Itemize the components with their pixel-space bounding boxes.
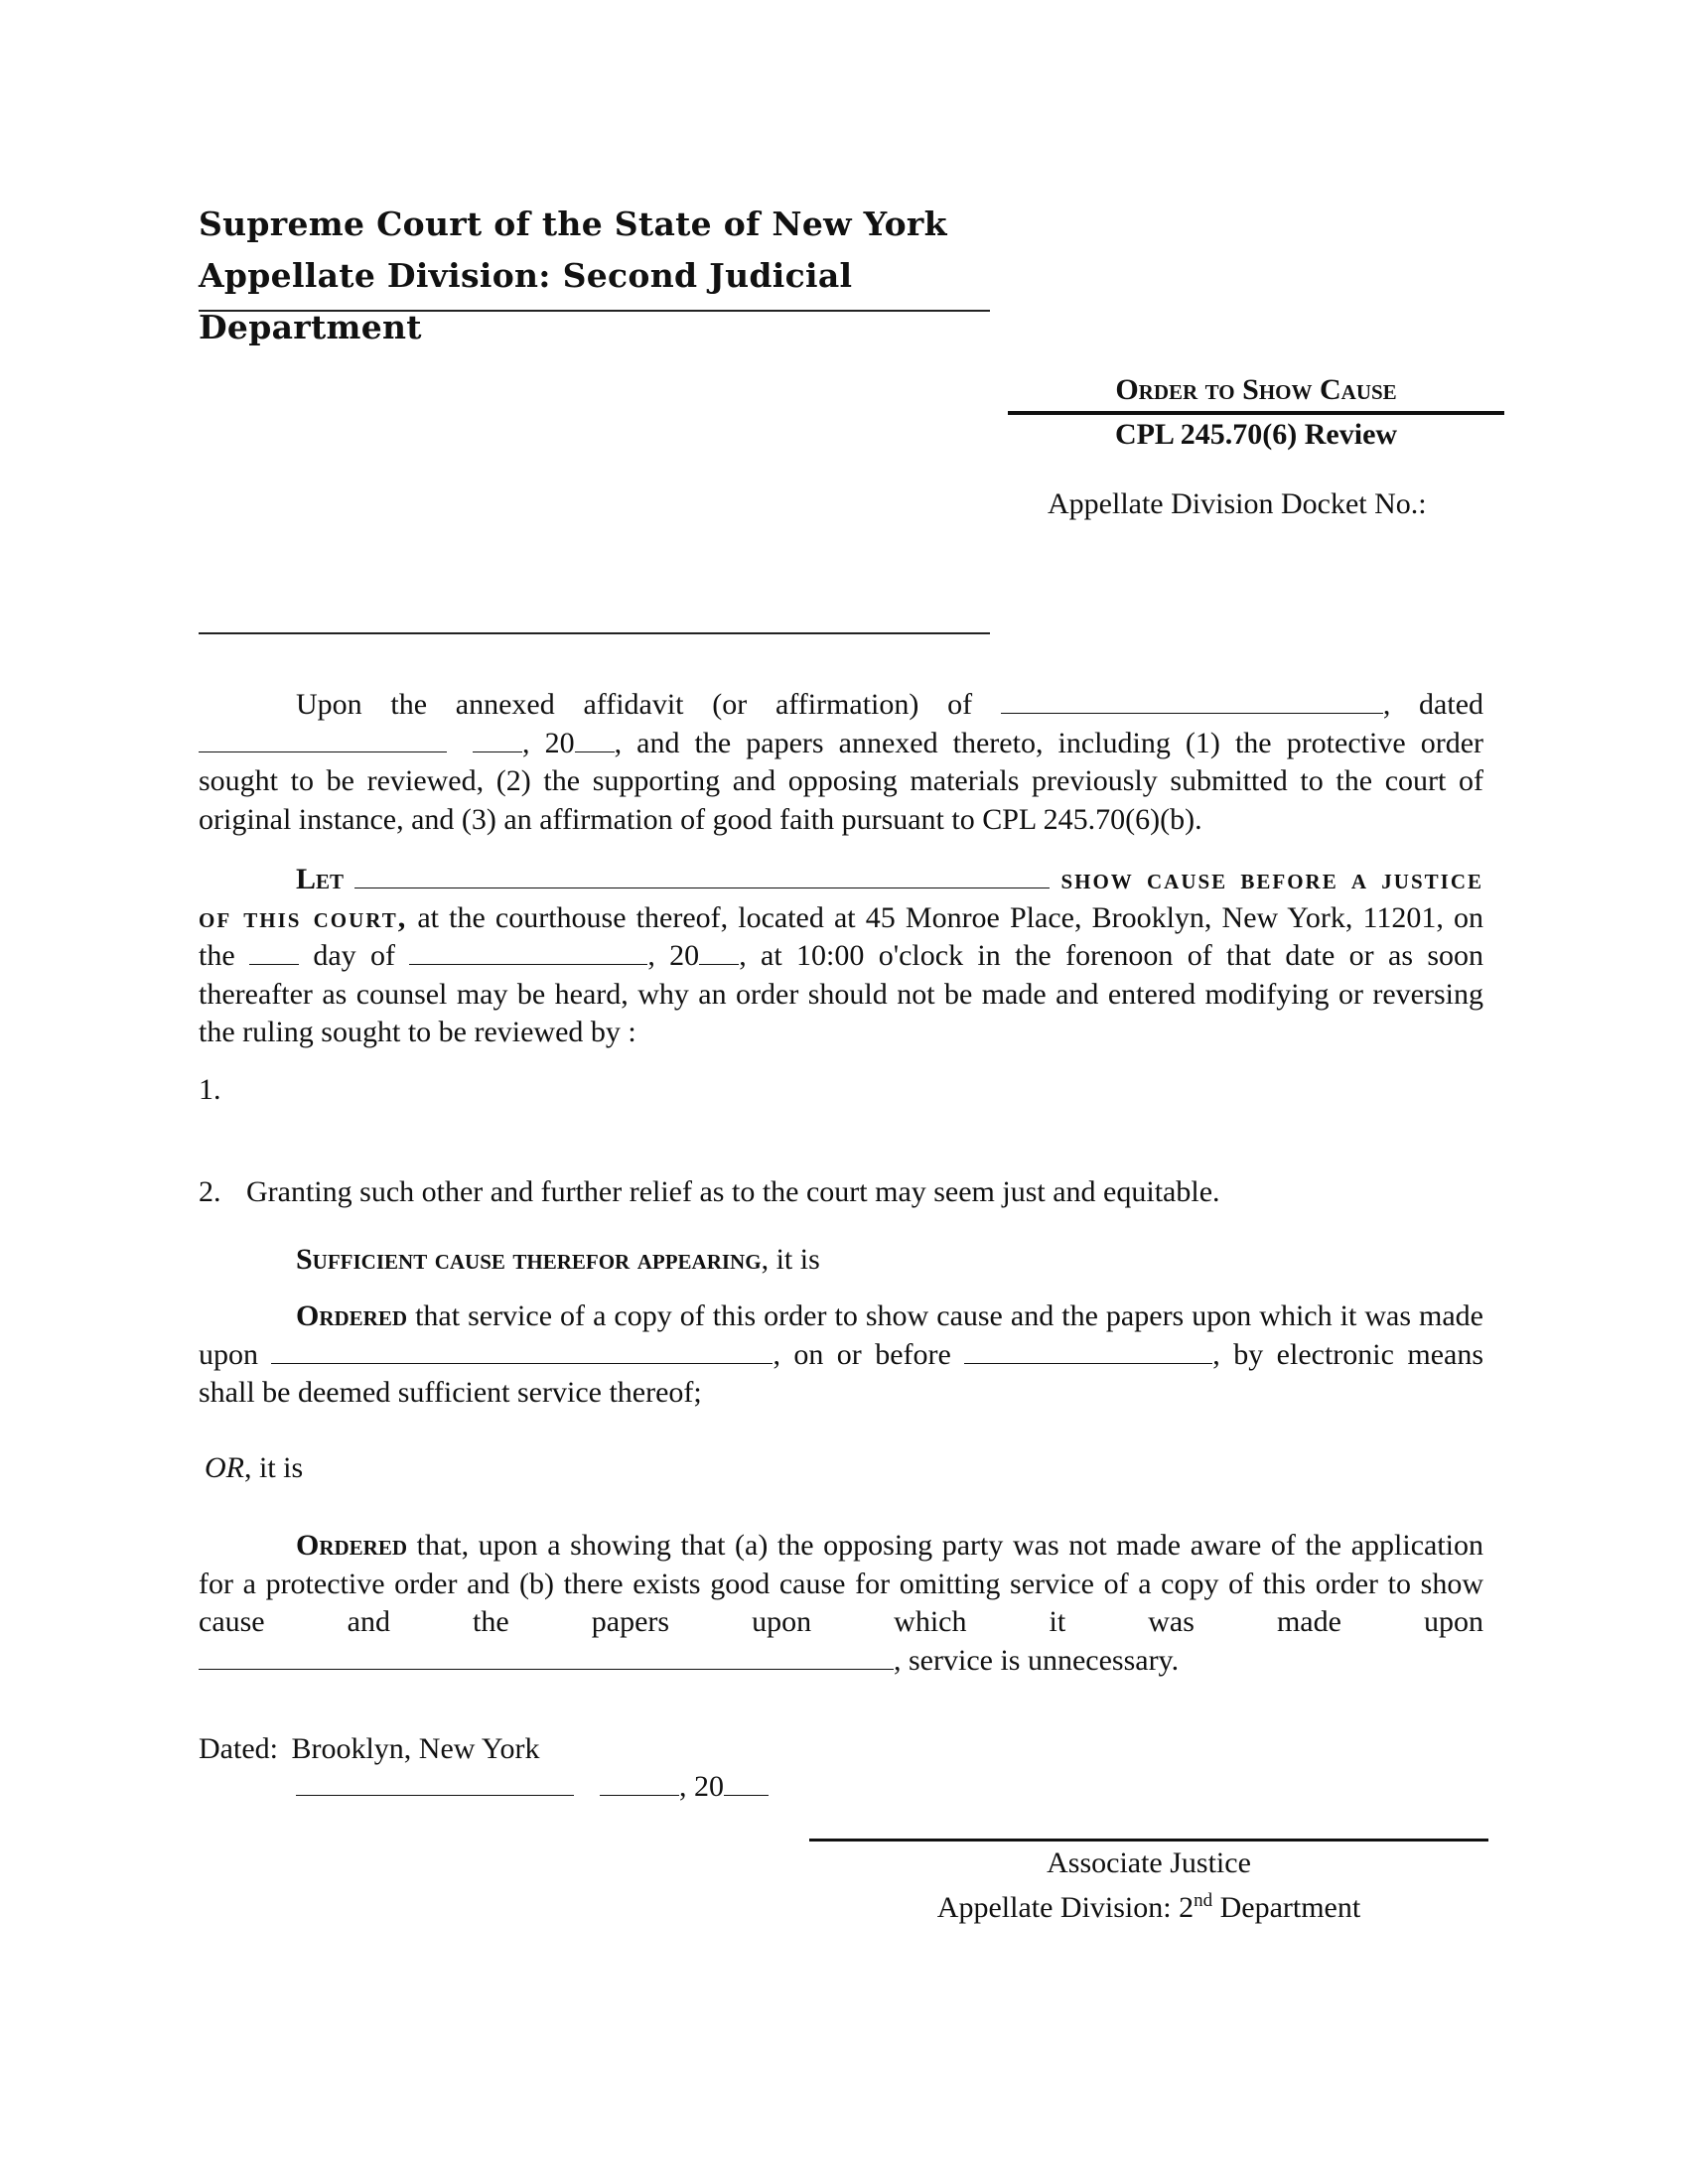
ordered-no-service-paragraph — [199, 1527, 1483, 1680]
affiant-name-blank[interactable] — [1001, 686, 1383, 714]
court-heading — [199, 199, 993, 353]
affidavit-text-2: , dated — [1382, 688, 1484, 721]
ordered-service-text-1: that service of a copy of this order to show cause and the papers upon which it was made upon — [199, 1299, 1484, 1371]
or-label: OR — [205, 1451, 244, 1484]
ordered-service-paragraph — [199, 1297, 1483, 1413]
item-two-number: 2. — [199, 1175, 221, 1208]
signed-year-blank[interactable] — [724, 1768, 769, 1796]
caption-rule — [199, 632, 990, 634]
dated-date-line — [296, 1768, 892, 1807]
document-subtitle: CPL 245.70(6) Review — [1114, 418, 1398, 451]
show-cause-label: show cause before a justice of this court, — [199, 863, 1483, 934]
sufficient-cause-line — [199, 1241, 1483, 1280]
item-two — [199, 1173, 1483, 1212]
service-date-blank[interactable] — [964, 1336, 1212, 1364]
show-cause-paragraph — [199, 861, 1483, 1052]
let-label: Let — [296, 863, 345, 895]
title-rule — [1008, 411, 1504, 415]
hearing-month-blank[interactable] — [409, 937, 647, 965]
court-division: Appellate Division: Second Judicial Department — [199, 256, 853, 346]
or-rest: , it is — [244, 1451, 304, 1484]
dated-label: Dated: — [199, 1732, 278, 1765]
ordered-label-1: Ordered — [296, 1299, 408, 1332]
ordered-service-text-3: , by electronic means shall be deemed sufficient service thereof; — [199, 1337, 1484, 1409]
party-name-blank[interactable] — [354, 861, 1050, 888]
affidavit-day-blank[interactable] — [473, 725, 522, 752]
opposing-party-blank[interactable] — [199, 1642, 894, 1670]
show-cause-text-4: , at 10:00 o'clock in the forenoon of that date or as soon thereafter as counsel may be heard, why an order should not be made and entered modifying or reversing the ruling sought to be reviewed by : — [199, 939, 1484, 1048]
dated-place: Brooklyn, New York — [291, 1732, 540, 1765]
ordered-no-service-text-2: , service is unnecessary. — [894, 1643, 1180, 1677]
signature-title: Associate Justice — [1047, 1846, 1251, 1879]
ordered-label-2: Ordered — [296, 1529, 408, 1562]
signed-month-blank[interactable] — [296, 1768, 574, 1796]
signed-year-prefix: , 20 — [679, 1770, 724, 1803]
sufficient-cause-rest: , it is — [761, 1243, 820, 1276]
hearing-year-blank[interactable] — [699, 937, 739, 965]
or-line — [205, 1449, 1489, 1488]
affidavit-year-blank[interactable] — [575, 725, 615, 752]
show-cause-text-2: day of — [313, 939, 395, 972]
signed-day-blank[interactable] — [600, 1768, 679, 1796]
item-two-text: Granting such other and further relief as to the court may seem just and equitable. — [246, 1175, 1220, 1208]
dated-line — [199, 1730, 1483, 1769]
signature-ordinal: nd — [1194, 1890, 1213, 1911]
affidavit-month-blank[interactable] — [199, 725, 447, 752]
sufficient-cause-label: Sufficient cause therefor appearing — [296, 1243, 762, 1276]
court-heading-rule — [199, 310, 990, 312]
court-name: Supreme Court of the State of New York — [199, 205, 947, 243]
docket-label: Appellate Division Docket No.: — [1048, 487, 1427, 520]
affidavit-text-3: , 20 — [522, 726, 575, 759]
ordered-no-service-text-1: that, upon a showing that (a) the opposing party was not made aware of the application for a protective order and (b) there exists good cause for omitting service of a copy of this order to show cause and the papers upon which it was made upon — [199, 1529, 1483, 1638]
show-cause-text-3: , 20 — [647, 939, 700, 972]
affidavit-text-1: Upon the annexed affidavit (or affirmation) of — [296, 688, 973, 721]
service-party-blank[interactable] — [271, 1336, 773, 1364]
signature-division — [809, 1882, 1488, 1927]
ordered-service-text-2: , on or before — [773, 1337, 951, 1371]
affidavit-text-4: , and the papers annexed thereto, including (1) the protective order sought to be reviewed, (2) the supporting and opposing materials previously submitted to the court of original instance, and (3) an affirmation of good faith pursuant to CPL 245.70(6)(b). — [199, 726, 1484, 836]
hearing-day-blank[interactable] — [249, 937, 299, 965]
signature-division-prefix: Appellate Division: 2 — [936, 1891, 1195, 1924]
affidavit-paragraph — [199, 686, 1483, 839]
signature-division-suffix: Department — [1212, 1891, 1361, 1924]
signature-line[interactable] — [809, 1839, 1488, 1842]
show-cause-text-1: at the courthouse thereof, located at 45 Monroe Place, Brooklyn, New York, 11201, on the — [199, 900, 1484, 972]
item-one: 1. — [199, 1073, 221, 1106]
document-title: Order to Show Cause — [1115, 373, 1397, 406]
